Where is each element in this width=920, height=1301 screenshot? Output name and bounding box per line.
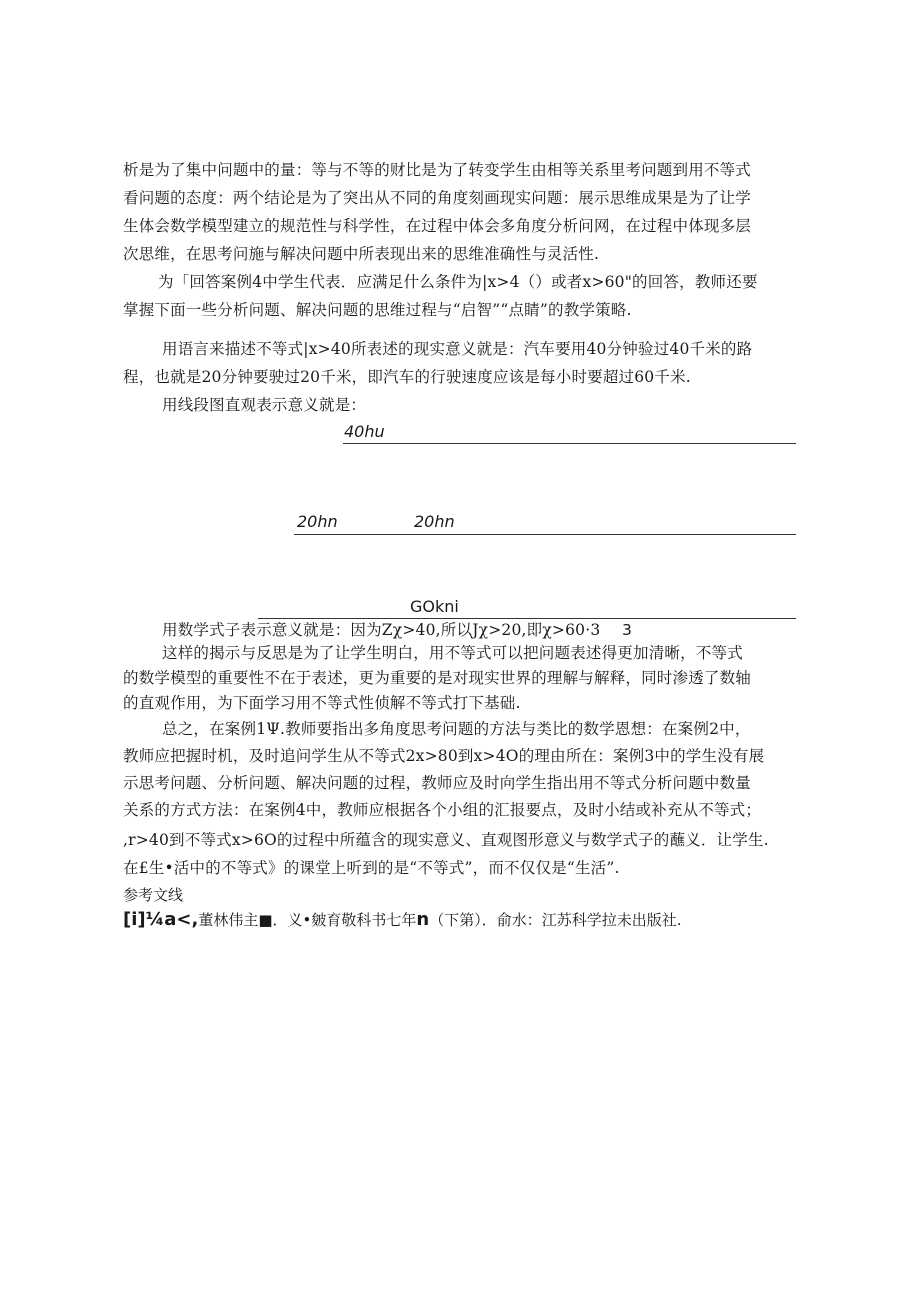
diagram-label-20-right: 20hn <box>414 512 455 531</box>
reference-item-1-mark: n <box>416 909 430 930</box>
diagram-segment-middle <box>294 534 796 535</box>
paragraph-3-line-2: 程，也就是20分钟要驶过20千米，即汽车的行驶速度应该是每小时要超过60千米. <box>123 368 691 386</box>
paragraph-2-line-1: 为「回答案例4中学生代表．应满足什么条件为|x>4（）或者x>60"的回答，教师还要 <box>158 273 758 291</box>
paragraph-1-line-4: 次思维，在思考问施与解决问题中所表现出来的思维准确性与灵活性. <box>123 245 600 263</box>
diagram-label-40: 40hu <box>344 422 385 441</box>
paragraph-7-line-2: 教师应把握时机，及时追问学生从不等式2x>80到x>4O的理由所在：案例3中的学生没有展 <box>123 747 765 765</box>
reference-item-1-tail: （下第）．俞水：江苏科学拉未出版社. <box>429 911 682 929</box>
paragraph-7-line-4: 关系的方式方法：在案例4中，教师应根据各个小组的汇报要点，及时小结或补充从不等式； <box>123 801 762 819</box>
paragraph-7-line-3: 示思考问题、分析问题、解决问题的过程，教师应及时向学生指出用不等式分析问题中数量 <box>123 774 752 792</box>
paragraph-5-trailing: 3 <box>622 621 633 639</box>
diagram-label-60: GOkni <box>410 597 459 616</box>
reference-item-1-text: 董林伟主■．义•皴育敬科书七年 <box>198 911 417 929</box>
paragraph-5-text: 用数学式子表示意义就是：因为Zχ>40,所以Jχ>20,即χ>60·3 <box>162 621 601 639</box>
paragraph-6-line-2: 的数学模型的重要性不在于表述，更为重要的是对现实世界的理解与解释，同时渗透了数轴 <box>123 669 752 687</box>
paragraph-1-line-1: 析是为了集中问题中的量：等与不等的财比是为了转变学生由相等关系里考问题到用不等式 <box>123 161 752 179</box>
paragraph-3-line-1: 用语言来描述不等式|x>40所表述的现实意义就是：汽车要用40分钟验过40千米的路 <box>162 340 753 358</box>
paragraph-6-line-1: 这样的揭示与反思是为了让学生明白，用不等式可以把问题表述得更加清晰，不等式 <box>162 644 743 662</box>
reference-item-1 <box>123 910 681 930</box>
paragraph-6-line-3: 的直观作用，为下面学习用不等式性侦解不等式打下基础. <box>123 694 521 712</box>
paragraph-4: 用线段图直观表示意义就是： <box>162 396 367 414</box>
paragraph-7-line-1: 总之，在案例1Ψ.教师要指出多角度思考问题的方法与类比的数学恩想：在案例2中， <box>162 720 751 738</box>
references-heading: 参考文线 <box>123 886 184 904</box>
paragraph-2-line-2: 掌握下面一些分析问题、解决问题的思维过程与“启智”“点睛”的教学策略. <box>123 301 632 319</box>
diagram-segment-top <box>343 443 796 444</box>
diagram-label-20-left: 20hn <box>297 512 338 531</box>
paragraph-7-line-5: ,r>40到不等式x>6O的过程中所蕴含的现实意义、直观图形意义与数学式子的蘸义．让学生. <box>123 831 769 849</box>
diagram-segment-bottom <box>258 618 796 619</box>
paragraph-1-line-2: 看问题的态度：两个结论是为了突出从不同的角度刻画现实问题：展示思维成果是为了让学 <box>123 189 752 207</box>
paragraph-1-line-3: 生体会数学模型建立的规范性与科学性，在过程中体会多角度分析问网，在过程中体现多层 <box>123 217 752 235</box>
reference-item-1-prefix: [i]¼a<, <box>123 909 199 930</box>
paragraph-7-line-6: 在£生•活中的不等式》的课堂上听到的是“不等式”，而不仅仅是“生活”. <box>123 859 620 877</box>
